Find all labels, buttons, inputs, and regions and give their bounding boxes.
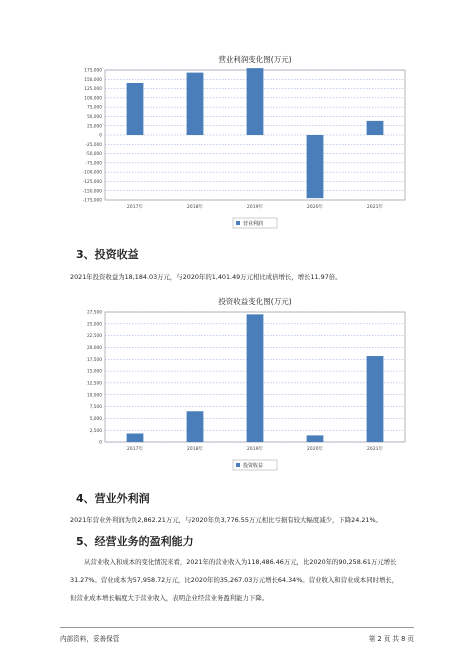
x-tick-label: 2021年 [366, 205, 384, 210]
bar [127, 433, 144, 442]
x-tick-label: 2021年 [366, 447, 384, 452]
x-tick-label: 2017年 [126, 447, 144, 452]
y-tick-label: 50,000 [86, 115, 102, 121]
y-tick-label: 100,000 [84, 96, 102, 102]
bar [187, 411, 204, 442]
x-tick-label: 2018年 [186, 205, 204, 210]
x-tick-label: 2020年 [306, 205, 324, 210]
x-tick-label: 2019年 [246, 205, 264, 210]
x-tick-label: 2019年 [246, 447, 264, 452]
y-tick-label: -50,000 [85, 152, 102, 158]
y-tick-label: -75,000 [85, 161, 102, 167]
y-tick-label: -150,000 [82, 189, 102, 195]
bar [367, 356, 384, 442]
y-tick-label: 25,000 [86, 124, 102, 130]
y-tick-label: 7,500 [89, 405, 102, 411]
y-tick-label: 150,000 [84, 77, 102, 83]
y-tick-label: 5,000 [89, 416, 102, 422]
investment-paragraph: 2021年投资收益为18,184.03万元，与2020年的1,401.49万元相比成倍增长，增长11.97倍。 [70, 273, 342, 281]
nonoperating-paragraph: 2021年营业外利润为负2,862.21万元，与2020年负3,776.55万元相比亏损有较大幅度减少，下降24.21%。 [70, 516, 382, 524]
bar [367, 121, 384, 135]
y-tick-label: 27,500 [86, 310, 102, 316]
operating-profit-chart [60, 50, 410, 235]
section-heading-profitability: 5、经营业务的盈利能力 [76, 535, 194, 548]
bar [247, 68, 264, 135]
y-tick-label: 175,000 [84, 68, 102, 74]
footer-divider [60, 627, 414, 628]
legend-swatch [236, 463, 240, 467]
y-tick-label: 10,000 [86, 393, 102, 399]
section-heading-investment: 3、投资收益 [76, 248, 139, 261]
y-tick-label: 17,500 [86, 357, 102, 363]
y-tick-label: 2,500 [89, 428, 102, 434]
x-tick-label: 2018年 [186, 447, 204, 452]
footer-confidential-note: 内部资料，妥善保管 [60, 635, 120, 643]
y-tick-label: -100,000 [82, 170, 102, 176]
chart-title: 投资收益变化图(万元) [218, 297, 292, 306]
bar [127, 83, 144, 135]
y-tick-label: 12,500 [86, 381, 102, 387]
y-tick-label: -25,000 [85, 142, 102, 148]
x-tick-label: 2017年 [126, 205, 144, 210]
x-tick-label: 2020年 [306, 447, 324, 452]
legend-label: 投资收益 [243, 463, 264, 469]
profitability-paragraph: 从营业收入和成本的变化情况来看，2021年的营业收入为118,486.46万元，比2020年的90,258.61万元增长31.27%。营业成本为57,958.72万元，比2020年的35,267.03万元增长64.34%。营业收入和营业成本同时增长，但营业成本增长幅度大于营业收入，表明企业经营业务盈利能力下降。 [70, 558, 399, 602]
y-tick-label: 75,000 [86, 105, 102, 111]
bar [307, 435, 324, 442]
footer-page-number: 第 2 页 共 8 页 [368, 635, 414, 643]
y-tick-label: 125,000 [84, 87, 102, 93]
legend-label: 营业利润 [243, 221, 264, 227]
y-tick-label: -125,000 [82, 180, 102, 186]
y-tick-label: -175,000 [82, 198, 102, 204]
bar [187, 73, 204, 135]
y-tick-label: 25,000 [86, 322, 102, 328]
y-tick-label: 22,500 [86, 334, 102, 340]
bar [307, 135, 324, 198]
y-tick-label: 0 [99, 133, 102, 139]
section-heading-nonoperating: 4、营业外利润 [76, 492, 150, 505]
bar [247, 314, 264, 442]
y-tick-label: 0 [99, 440, 102, 446]
investment-income-chart [60, 292, 410, 477]
legend-swatch [236, 221, 240, 225]
y-tick-label: 20,000 [86, 346, 102, 352]
chart-title: 营业利润变化图(万元) [218, 55, 292, 64]
y-tick-label: 15,000 [86, 369, 102, 375]
